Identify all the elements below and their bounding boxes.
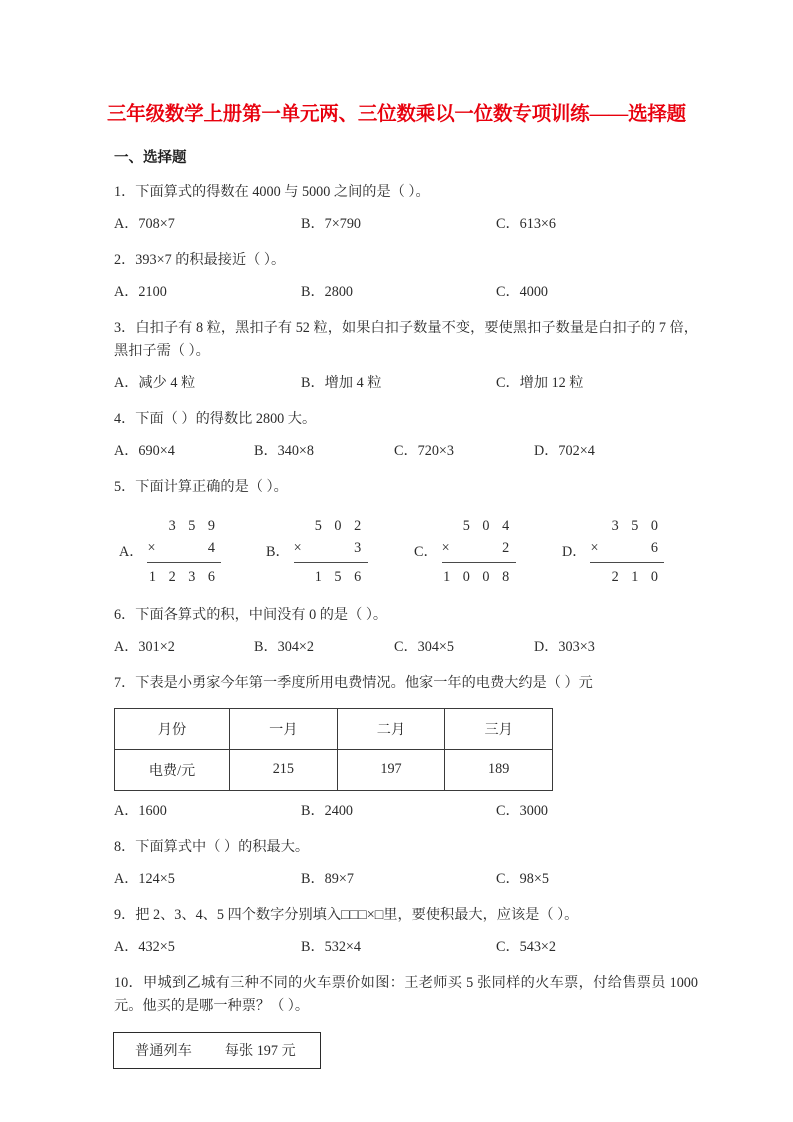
multiplier-row [294, 537, 368, 563]
multiply-icon: × [147, 540, 156, 557]
question-5-stem: 5．下面计算正确的是（ ）。 [114, 478, 288, 495]
multiplier: 4 [207, 540, 220, 557]
option-a[interactable]: A．708×7 [114, 215, 175, 232]
question-7-stem: 7．下表是小勇家今年第一季度所用电费情况。他家一年的电费大约是（ ）元 [114, 674, 593, 691]
option-a[interactable]: A．301×2 [114, 638, 175, 655]
product: 1 2 3 6 [148, 568, 220, 585]
question-6-stem: 6．下面各算式的积，中间没有 0 的是（ ）。 [114, 606, 388, 623]
option-label-d: D． [562, 543, 587, 560]
multiplicand: 3 5 9 [168, 517, 220, 534]
option-a[interactable]: A．432×5 [114, 938, 175, 955]
question-3-stem: 3．白扣子有 8 粒，黑扣子有 52 粒，如果白扣子数量不变，要使黑扣子数量是白扣子的 7 倍，黑扣子需（ ）。 [114, 319, 698, 359]
multiplicand: 5 0 4 [462, 517, 514, 534]
question-3-options [114, 372, 698, 397]
question-8-options [114, 868, 698, 893]
question-2-options [114, 281, 698, 306]
questions-container [95, 181, 698, 1069]
multiplicand: 5 0 2 [314, 517, 366, 534]
calc-body [294, 515, 368, 588]
product: 2 1 0 [611, 568, 663, 585]
option-c[interactable]: C．543×2 [496, 938, 557, 955]
ticket-price-label: 每张 197 元 [224, 1043, 296, 1060]
multiply-icon: × [590, 540, 599, 557]
option-b[interactable]: B．304×2 [254, 638, 315, 655]
multiplicand: 3 5 0 [611, 517, 663, 534]
option-c[interactable]: C．增加 12 粒 [496, 374, 584, 391]
fee-cell-1: 215 [230, 749, 338, 790]
multiplier-row [147, 537, 221, 563]
table-row [115, 708, 553, 749]
option-a[interactable]: A．124×5 [114, 870, 175, 887]
section-heading: 一、选择题 [114, 150, 187, 167]
option-label-c: C． [414, 543, 438, 560]
option-a[interactable]: A．减少 4 粒 [114, 374, 196, 391]
calc-body [442, 515, 516, 588]
option-d[interactable]: D．702×4 [534, 442, 595, 459]
question-9-options [114, 936, 698, 961]
question-8-stem: 8．下面算式中（ ）的积最大。 [114, 838, 310, 855]
option-a[interactable]: A．690×4 [114, 442, 175, 459]
option-c[interactable]: C．304×5 [394, 638, 455, 655]
vertical-calculation-d[interactable] [562, 515, 664, 588]
option-d[interactable]: D．303×3 [534, 638, 595, 655]
option-c[interactable]: C．3000 [496, 802, 549, 819]
electricity-fee-table [114, 708, 553, 791]
multiplier: 3 [354, 540, 366, 557]
month-cell-2: 二月 [337, 708, 445, 749]
question-6-options [114, 636, 698, 661]
multiply-icon: × [293, 540, 302, 557]
row-header-month: 月份 [115, 708, 230, 749]
multiply-icon: × [441, 540, 450, 557]
question-4-stem: 4．下面（ ）的得数比 2800 大。 [114, 410, 317, 427]
row-header-fee: 电费/元 [115, 749, 230, 790]
option-c[interactable]: C．98×5 [496, 870, 549, 887]
option-c[interactable]: C．4000 [496, 283, 549, 300]
multiplier: 6 [650, 540, 663, 557]
question-10-stem: 10．甲城到乙城有三种不同的火车票价如图：王老师买 5 张同样的火车票，付给售票员 1000 元。他买的是哪一种票？（ ）。 [114, 974, 698, 1014]
question-9-stem: 9．把 2、3、4、5 四个数字分别填入□□□×□里，要使积最大，应该是（ ）。 [114, 906, 579, 923]
fee-cell-2: 197 [337, 749, 445, 790]
option-a[interactable]: A．1600 [114, 802, 167, 819]
option-b[interactable]: B．340×8 [254, 442, 315, 459]
vertical-calculation-c[interactable] [414, 515, 516, 588]
option-a[interactable]: A．2100 [114, 283, 167, 300]
fee-cell-3: 189 [445, 749, 553, 790]
train-ticket-box [113, 1032, 321, 1069]
ticket-type-label: 普通列车 [135, 1043, 192, 1060]
question-1-options [114, 213, 698, 238]
product: 1 0 0 8 [443, 568, 514, 585]
option-label-a: A． [119, 543, 144, 560]
product: 1 5 6 [314, 568, 366, 585]
month-cell-1: 一月 [230, 708, 338, 749]
option-b[interactable]: B．增加 4 粒 [301, 374, 382, 391]
table-row [115, 749, 553, 790]
question-1-stem: 1．下面算式的得数在 4000 与 5000 之间的是（ ）。 [114, 183, 430, 200]
option-b[interactable]: B．7×790 [301, 215, 362, 232]
multiplier-row [590, 537, 664, 563]
question-5-options [114, 515, 698, 593]
calc-body [590, 515, 664, 588]
question-4-options [114, 440, 698, 465]
option-b[interactable]: B．2400 [301, 802, 354, 819]
page-title: 三年级数学上册第一单元两、三位数乘以一位数专项训练——选择题 [106, 104, 686, 125]
option-label-b: B． [266, 543, 290, 560]
question-2-stem: 2．393×7 的积最接近（ ）。 [114, 251, 286, 268]
option-b[interactable]: B．532×4 [301, 938, 362, 955]
vertical-calculation-b[interactable] [266, 515, 368, 588]
option-c[interactable]: C．613×6 [496, 215, 557, 232]
option-c[interactable]: C．720×3 [394, 442, 455, 459]
multiplier: 2 [502, 540, 514, 557]
month-cell-3: 三月 [445, 708, 553, 749]
calc-body [147, 515, 221, 588]
multiplier-row [442, 537, 516, 563]
option-b[interactable]: B．2800 [301, 283, 354, 300]
option-b[interactable]: B．89×7 [301, 870, 354, 887]
vertical-calculation-a[interactable] [119, 515, 221, 588]
question-7-options [114, 800, 698, 825]
